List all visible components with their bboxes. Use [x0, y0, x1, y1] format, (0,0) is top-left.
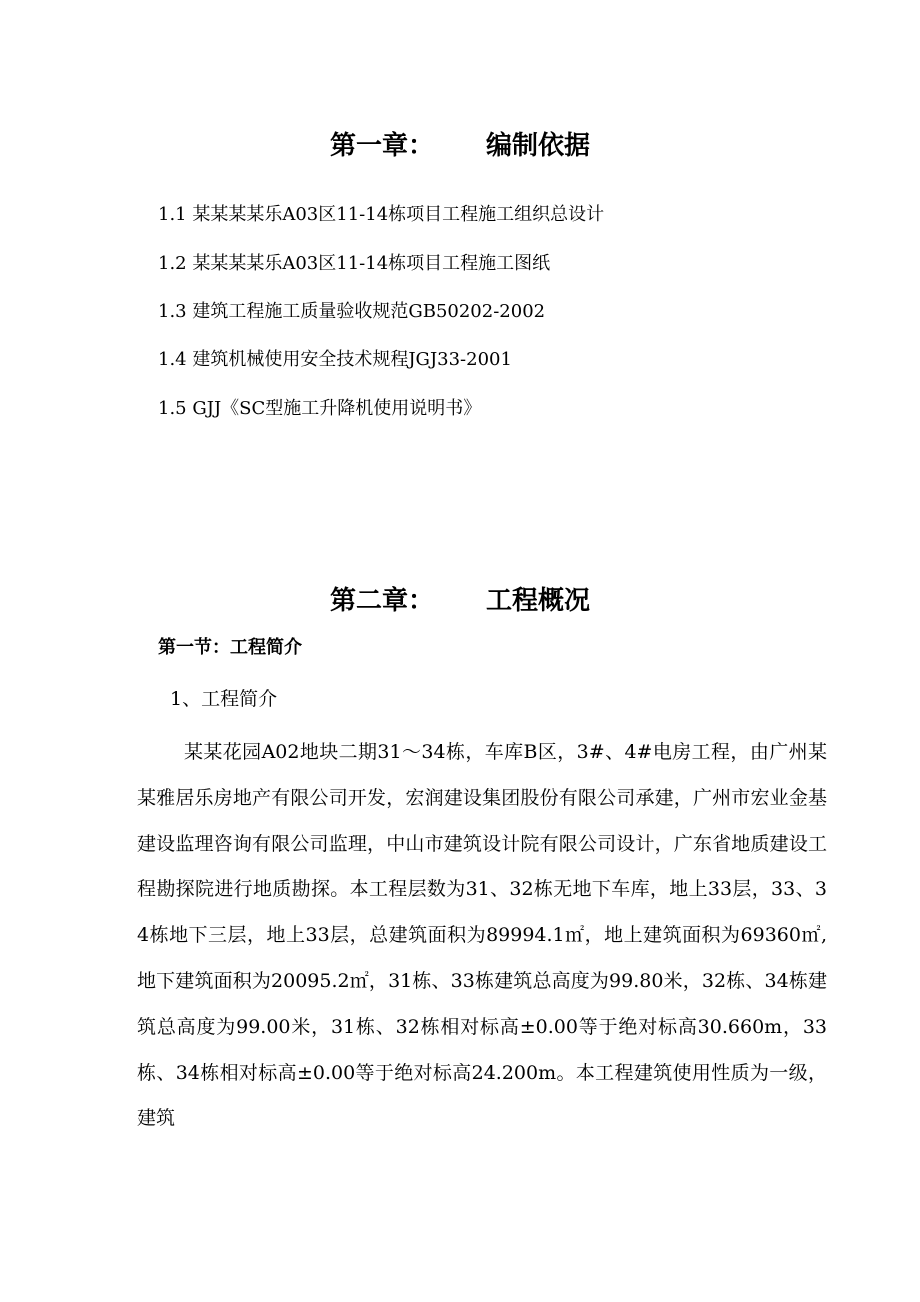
project-overview-paragraph: 某某花园A02地块二期31～34栋，车库B区，3#、4#电房工程，由广州某某雅居乐房地产有限公司开发，宏润建设集团股份有限公司承建，广州市宏业金基建设监理咨询有限公司监理，中山市建筑设计院有限公司设计，广东省地质建设工程勘探院进行地质勘探。本工程层数为31、32栋无地下车库，地上33层，33、34栋地下三层，地上33层，总建筑面积为89994.1㎡，地上建筑面积为69360㎡,地下建筑面积为20095.2㎡，31栋、33栋建筑总高度为99.80米，32栋、34栋建筑总高度为99.00米，31栋、32栋相对标高±0.00等于绝对标高30.660m，33栋、34栋相对标高±0.00等于绝对标高24.200m。本工程建筑使用性质为一级，建筑: [137, 741, 827, 1130]
reference-item-3: 1.3 建筑工程施工质量验收规范GB50202-2002: [158, 301, 546, 322]
chapter-2-title: 工程概况: [486, 586, 591, 616]
chapter-2-label: 第二章：: [329, 586, 434, 616]
reference-item-2: 1.2 某某某某乐A03区11-14栋项目工程施工图纸: [158, 253, 551, 274]
chapter-1-title: 编制依据: [486, 131, 591, 161]
subsection-heading: 1、工程简介: [170, 688, 278, 710]
reference-item-1: 1.1 某某某某乐A03区11-14栋项目工程施工组织总设计: [158, 204, 605, 225]
chapter-2-heading: [0, 585, 920, 617]
section-heading: 第一节：工程简介: [158, 637, 302, 658]
reference-item-4: 1.4 建筑机械使用安全技术规程JGJ33-2001: [158, 349, 512, 370]
reference-item-5: 1.5 GJJ《SC型施工升降机使用说明书》: [158, 398, 482, 419]
chapter-1-heading: [0, 130, 920, 162]
chapter-1-label: 第一章：: [329, 131, 434, 161]
